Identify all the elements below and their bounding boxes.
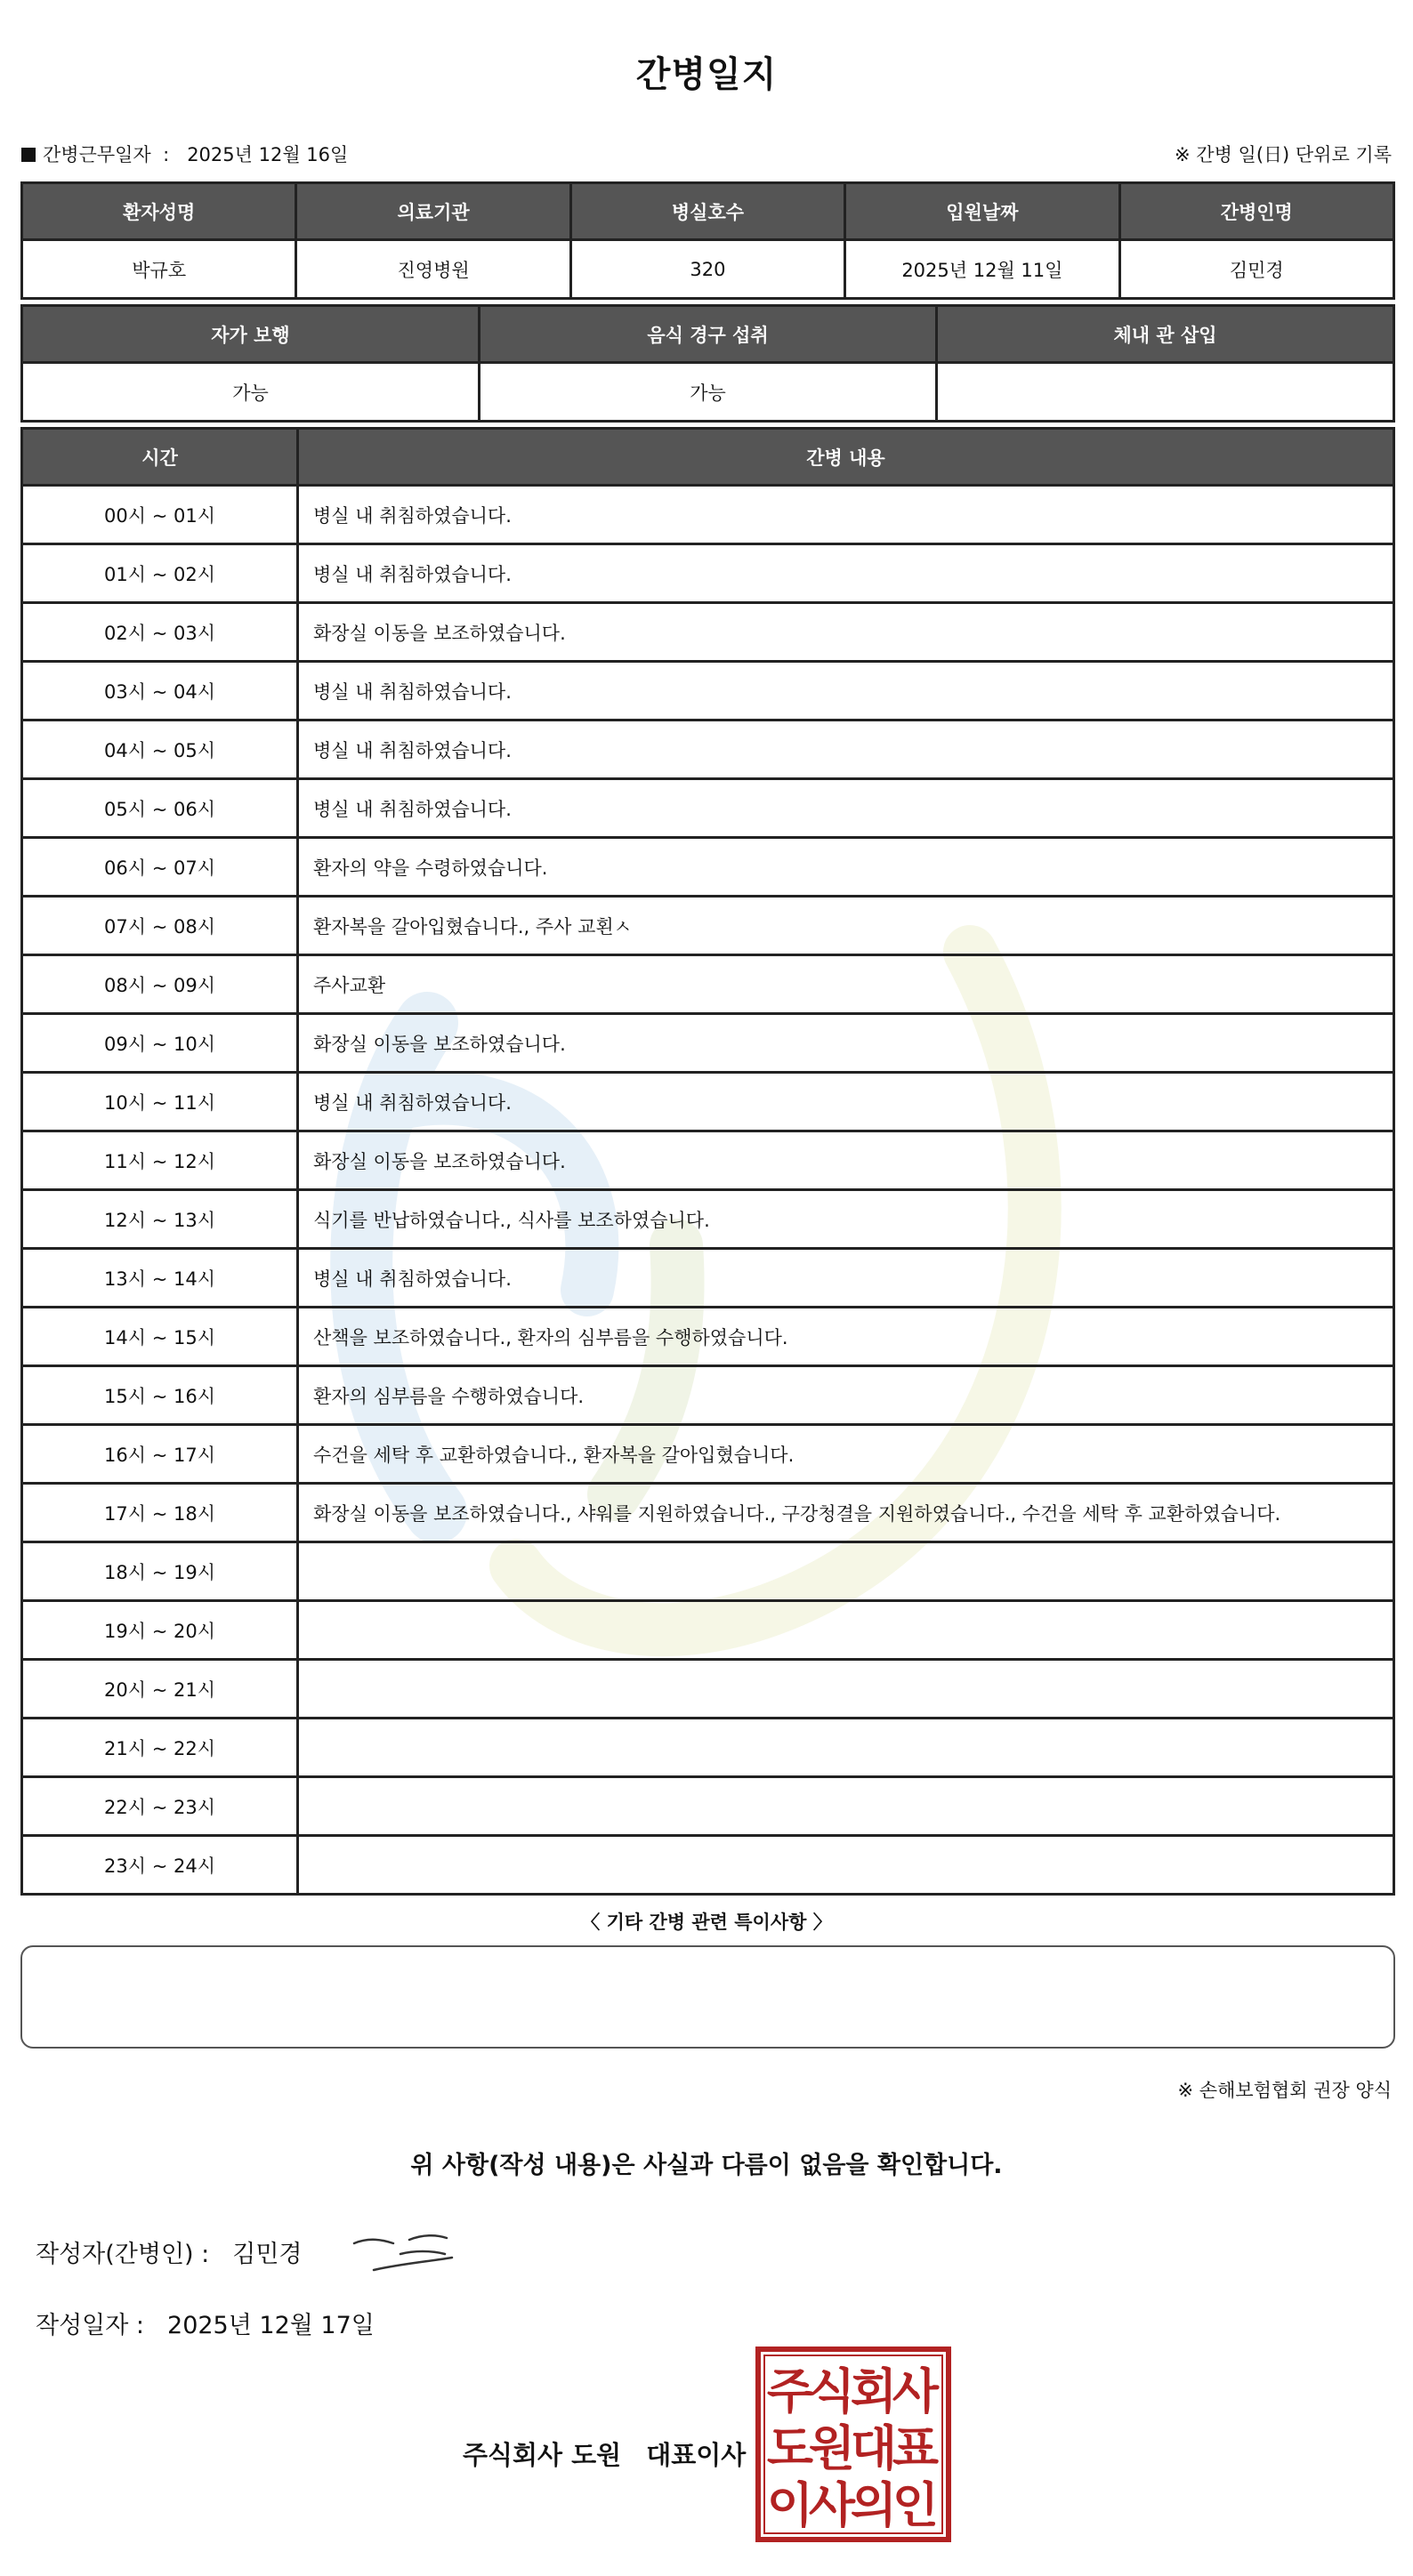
patient-status-table: [20, 304, 1395, 423]
log-time: 01시 ~ 02시: [22, 544, 298, 603]
log-row: [22, 1425, 1394, 1484]
log-time: 07시 ~ 08시: [22, 897, 298, 955]
seal-glyph: 사: [808, 2477, 856, 2533]
written-date-label: 작성일자 :: [36, 2312, 145, 2339]
seal-glyph: 식: [808, 2363, 856, 2419]
company-name: 주식회사 도원: [463, 2440, 622, 2470]
log-time: 12시 ~ 13시: [22, 1190, 298, 1249]
caregiver-header: 간병인명: [1119, 183, 1393, 240]
log-row: [22, 897, 1394, 955]
log-row: [22, 1660, 1394, 1719]
log-row: [22, 1719, 1394, 1777]
writer-name: 김민경: [232, 2241, 303, 2268]
self-walking-header: 자가 보행: [22, 306, 480, 363]
self-walking-value: 가능: [22, 363, 480, 422]
log-content: [298, 1601, 1394, 1660]
seal-glyph: 원: [808, 2420, 856, 2476]
log-row: [22, 1542, 1394, 1601]
seal-glyph: 사: [892, 2363, 940, 2419]
log-time: 09시 ~ 10시: [22, 1014, 298, 1073]
log-row: [22, 1484, 1394, 1542]
caregiver-name: 김민경: [1119, 240, 1393, 299]
work-date: [21, 141, 348, 167]
log-time: 04시 ~ 05시: [22, 720, 298, 779]
log-row: [22, 720, 1394, 779]
seal-glyph: 회: [850, 2363, 898, 2419]
log-time: 10시 ~ 11시: [22, 1073, 298, 1131]
care-content-header: 간병 내용: [298, 429, 1394, 486]
company-title: 대표이사: [646, 2440, 747, 2470]
log-content: 병실 내 취침하였습니다.: [298, 720, 1394, 779]
oral-intake-header: 음식 경구 섭취: [480, 306, 937, 363]
log-content: 화장실 이동을 보조하였습니다.: [298, 603, 1394, 662]
log-content: [298, 1719, 1394, 1777]
log-row: [22, 662, 1394, 720]
log-time: 16시 ~ 17시: [22, 1425, 298, 1484]
work-date-sep: :: [163, 144, 170, 165]
log-content: 병실 내 취침하였습니다.: [298, 1073, 1394, 1131]
patient-info-table: [20, 181, 1395, 300]
log-row: [22, 1014, 1394, 1073]
insurance-note: ※ 손해보험협회 권장 양식: [1177, 2080, 1392, 2101]
log-row: [22, 1777, 1394, 1836]
log-row: [22, 486, 1394, 544]
log-time: 11시 ~ 12시: [22, 1131, 298, 1190]
log-row: [22, 1249, 1394, 1308]
log-time: 15시 ~ 16시: [22, 1366, 298, 1425]
seal-glyph: 주: [766, 2363, 814, 2419]
tube-insertion-header: 체내 관 삽입: [937, 306, 1394, 363]
square-bullet-icon: [21, 148, 36, 162]
seal-glyph: 대: [850, 2420, 898, 2476]
log-content: 병실 내 취침하였습니다.: [298, 1249, 1394, 1308]
patient-name: 박규호: [22, 240, 296, 299]
care-log-table: [20, 427, 1395, 1896]
log-content: 환자복을 갈아입혔습니다., 주사 교횐ㅅ: [298, 897, 1394, 955]
log-content: 화장실 이동을 보조하였습니다.: [298, 1014, 1394, 1073]
work-date-value: 2025년 12월 16일: [187, 144, 349, 165]
log-content: 병실 내 취침하였습니다.: [298, 662, 1394, 720]
written-date-value: 2025년 12월 17일: [167, 2312, 375, 2339]
log-time: 18시 ~ 19시: [22, 1542, 298, 1601]
seal-glyph: 의: [850, 2477, 898, 2533]
log-row: [22, 1131, 1394, 1190]
log-content: [298, 1542, 1394, 1601]
log-row: [22, 1836, 1394, 1895]
log-row: [22, 1366, 1394, 1425]
log-row: [22, 779, 1394, 838]
log-time: 05시 ~ 06시: [22, 779, 298, 838]
confirm-statement: 위 사항(작성 내용)은 사실과 다름이 없음을 확인합니다.: [410, 2152, 1003, 2179]
log-row: [22, 1308, 1394, 1366]
log-content: 환자의 약을 수령하였습니다.: [298, 838, 1394, 897]
remarks-title: 〈 기타 간병 관련 특이사항 〉: [581, 1912, 832, 1933]
log-time: 20시 ~ 21시: [22, 1660, 298, 1719]
log-time: 19시 ~ 20시: [22, 1601, 298, 1660]
log-time: 03시 ~ 04시: [22, 662, 298, 720]
tube-insertion-value: [937, 363, 1394, 422]
work-date-label: 간병근무일자: [43, 144, 151, 165]
seal-glyph: 인: [892, 2477, 940, 2533]
log-content: 병실 내 취침하였습니다.: [298, 486, 1394, 544]
seal-glyph: 표: [892, 2420, 940, 2476]
writer-label: 작성자(간병인) :: [36, 2241, 210, 2268]
seal-glyph: 이: [766, 2477, 814, 2533]
log-content: 수건을 세탁 후 교환하였습니다., 환자복을 갈아입혔습니다.: [298, 1425, 1394, 1484]
log-time: 06시 ~ 07시: [22, 838, 298, 897]
record-unit-note: ※ 간병 일(日) 단위로 기록: [1175, 144, 1392, 165]
log-content: 병실 내 취침하였습니다.: [298, 779, 1394, 838]
log-row: [22, 1601, 1394, 1660]
log-content: [298, 1660, 1394, 1719]
log-row: [22, 603, 1394, 662]
log-content: 주사교환: [298, 955, 1394, 1014]
log-content: 병실 내 취침하였습니다.: [298, 544, 1394, 603]
log-row: [22, 1190, 1394, 1249]
time-header: 시간: [22, 429, 298, 486]
log-content: 환자의 심부름을 수행하였습니다.: [298, 1366, 1394, 1425]
room-header: 병실호수: [570, 183, 844, 240]
room-number: 320: [570, 240, 844, 299]
log-time: 21시 ~ 22시: [22, 1719, 298, 1777]
log-time: 02시 ~ 03시: [22, 603, 298, 662]
log-time: 17시 ~ 18시: [22, 1484, 298, 1542]
hospital: 진영병원: [296, 240, 570, 299]
log-time: 13시 ~ 14시: [22, 1249, 298, 1308]
company-seal-stamp: [755, 2346, 952, 2543]
log-content: 산책을 보조하였습니다., 환자의 심부름을 수행하였습니다.: [298, 1308, 1394, 1366]
seal-glyph: 도: [766, 2420, 814, 2476]
company-line: [463, 2435, 746, 2472]
log-content: 화장실 이동을 보조하였습니다., 샤워를 지원하였습니다., 구강청결을 지원하였습니다., 수건을 세탁 후 교환하였습니다.: [298, 1484, 1394, 1542]
log-time: 00시 ~ 01시: [22, 486, 298, 544]
log-row: [22, 544, 1394, 603]
written-date-line: [36, 2306, 375, 2340]
log-content: [298, 1777, 1394, 1836]
log-row: [22, 838, 1394, 897]
log-time: 23시 ~ 24시: [22, 1836, 298, 1895]
oral-intake-value: 가능: [480, 363, 937, 422]
log-time: 14시 ~ 15시: [22, 1308, 298, 1366]
document-title: 간병일지: [635, 54, 778, 95]
log-time: 22시 ~ 23시: [22, 1777, 298, 1836]
log-row: [22, 1073, 1394, 1131]
patient-name-header: 환자성명: [22, 183, 296, 240]
log-content: 식기를 반납하였습니다., 식사를 보조하였습니다.: [298, 1190, 1394, 1249]
writer-line: [36, 2234, 303, 2269]
log-content: [298, 1836, 1394, 1895]
log-time: 08시 ~ 09시: [22, 955, 298, 1014]
hospital-header: 의료기관: [296, 183, 570, 240]
admission-date-header: 입원날짜: [845, 183, 1119, 240]
log-row: [22, 955, 1394, 1014]
handwritten-signature: [347, 2224, 463, 2286]
remarks-box: [20, 1945, 1395, 2049]
admission-date: 2025년 12월 11일: [845, 240, 1119, 299]
log-content: 화장실 이동을 보조하였습니다.: [298, 1131, 1394, 1190]
